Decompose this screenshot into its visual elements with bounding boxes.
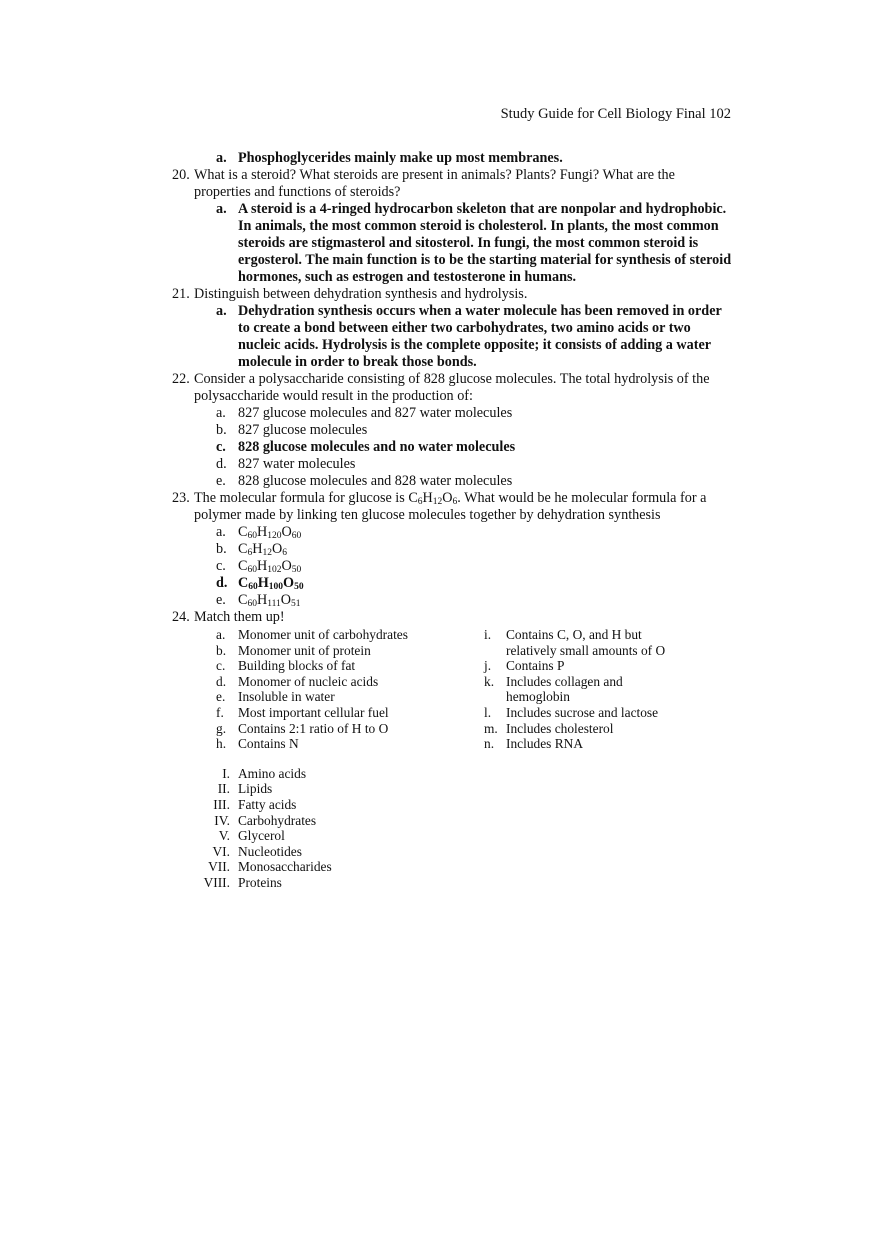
list-item: V. Glycerol: [218, 828, 285, 844]
answer-letter: a.: [216, 201, 227, 217]
list-item: j. Contains P: [484, 658, 565, 674]
list-item: b. Monomer unit of protein: [216, 642, 371, 658]
roman-list: [172, 766, 732, 891]
option-letter: b.: [216, 541, 227, 557]
list-item: m. Includes cholesterol: [484, 720, 614, 736]
question-text: The molecular formula for glucose is $C_6H_{12}O_6$. What would be he molecular formula for a polymer made by linking ten glucose molecules together by dehydration synthesis: [194, 490, 707, 523]
question-number: 22.: [172, 371, 190, 387]
question-number: 23.: [172, 490, 190, 506]
option-letter: d.: [216, 456, 227, 472]
question-20: [172, 167, 732, 201]
option-letter: d.: [216, 575, 228, 591]
list-item: I. Amino acids: [222, 765, 307, 781]
answer-text: Phosphoglycerides mainly make up most membranes.: [238, 150, 563, 166]
q23-option-c: [172, 558, 732, 575]
formula: $C_{60}H_{102}O_{50}$: [238, 558, 302, 575]
option-text: 828 glucose molecules and no water molecules: [238, 439, 516, 455]
formula: $C_6H_{12}O_6$: [238, 541, 287, 558]
list-item: n. Includes RNA: [484, 736, 583, 752]
option-letter: e.: [216, 473, 226, 489]
list-item: VII. Monosaccharides: [208, 859, 332, 875]
list-item: g. Contains 2:1 ratio of H to O: [216, 720, 389, 736]
list-item: e. Insoluble in water: [216, 689, 335, 705]
q22-option-a: [172, 405, 732, 422]
list-item: f. Most important cellular fuel: [216, 704, 389, 720]
list-item: k. Includes collagen and hemoglobin: [484, 673, 623, 705]
list-item: i. Contains C, O, and H but relatively small amounts of O: [484, 627, 666, 658]
formula: $C_{60}H_{120}O_{60}$: [238, 524, 302, 541]
question-number: 24.: [172, 609, 190, 625]
q21-answer: [172, 303, 732, 371]
question-23: [172, 490, 732, 524]
question-22: [172, 371, 732, 405]
question-21: [172, 286, 732, 303]
answer-letter: a.: [216, 303, 227, 319]
option-text: 827 glucose molecules: [238, 422, 368, 438]
matching-columns: [172, 627, 732, 752]
list-item: c. Building blocks of fat: [216, 658, 356, 674]
list-item: a. Monomer unit of carbohydrates: [216, 627, 408, 642]
formula: $C_{60}H_{111}O_{51}$: [238, 592, 301, 609]
option-letter: e.: [216, 592, 226, 608]
option-letter: a.: [216, 405, 226, 421]
list-item: h. Contains N: [216, 736, 299, 752]
question-text: What is a steroid? What steroids are present in animals? Plants? Fungi? What are the properties and functions of steroids?: [194, 167, 675, 200]
question-text: Consider a polysaccharide consisting of 828 glucose molecules. The total hydrolysis of the polysaccharide would result in the production of:: [194, 371, 710, 404]
list-item: VI. Nucleotides: [212, 843, 302, 859]
question-number: 20.: [172, 167, 190, 183]
list-item: d. Monomer of nucleic acids: [216, 673, 379, 689]
list-item: l. Includes sucrose and lactose: [484, 704, 659, 720]
option-letter: c.: [216, 558, 226, 574]
matching-left-column: [172, 627, 484, 752]
question-number: 21.: [172, 286, 190, 302]
answer-letter: a.: [216, 150, 227, 166]
list-item: VIII. Proteins: [203, 874, 282, 890]
option-letter: c.: [216, 439, 226, 455]
question-24: [172, 609, 732, 626]
q22-option-d: [172, 456, 732, 473]
study-guide-content: [172, 150, 732, 891]
question-text: Match them up!: [194, 609, 285, 625]
q23-option-b: [172, 541, 732, 558]
answer-text: Dehydration synthesis occurs when a water molecule has been removed in order to create a bond between either two carbohydrates, two amino acids or two nucleic acids. Hydrolysis is the complete opposite; it consists of adding a water molecule in order to break those bonds.: [238, 303, 722, 370]
q23-option-d-correct: [172, 575, 732, 592]
matching-right-column: [484, 627, 732, 752]
q22-option-b: [172, 422, 732, 439]
q22-option-e: [172, 473, 732, 490]
option-text: 827 water molecules: [238, 456, 356, 472]
list-item: IV. Carbohydrates: [214, 812, 317, 828]
option-letter: b.: [216, 422, 227, 438]
page-header: Study Guide for Cell Biology Final 102: [500, 106, 731, 122]
option-letter: a.: [216, 524, 226, 540]
option-text: 828 glucose molecules and 828 water molecules: [238, 473, 513, 489]
list-item: III. Fatty acids: [213, 796, 297, 812]
list-item: II. Lipids: [217, 781, 273, 797]
q20-answer: [172, 201, 732, 286]
formula: $C_{60}H_{100}O_{50}$: [238, 575, 304, 592]
q23-option-e: [172, 592, 732, 609]
option-text: 827 glucose molecules and 827 water molecules: [238, 405, 513, 421]
q22-option-c-correct: [172, 439, 732, 456]
question-text: Distinguish between dehydration synthesis and hydrolysis.: [194, 286, 528, 302]
q23-option-a: [172, 524, 732, 541]
answer-text: A steroid is a 4-ringed hydrocarbon skeleton that are nonpolar and hydrophobic. In animals, the most common steroid is cholesterol. In plants, the most common steroids are stigmasterol and sitosterol. In fungi, the most common steroid is ergosterol. The main function is to be the starting material for synthesis of steroid hormones, such as estrogen and testosterone in humans.: [238, 201, 732, 285]
q19-answer: [172, 150, 732, 167]
